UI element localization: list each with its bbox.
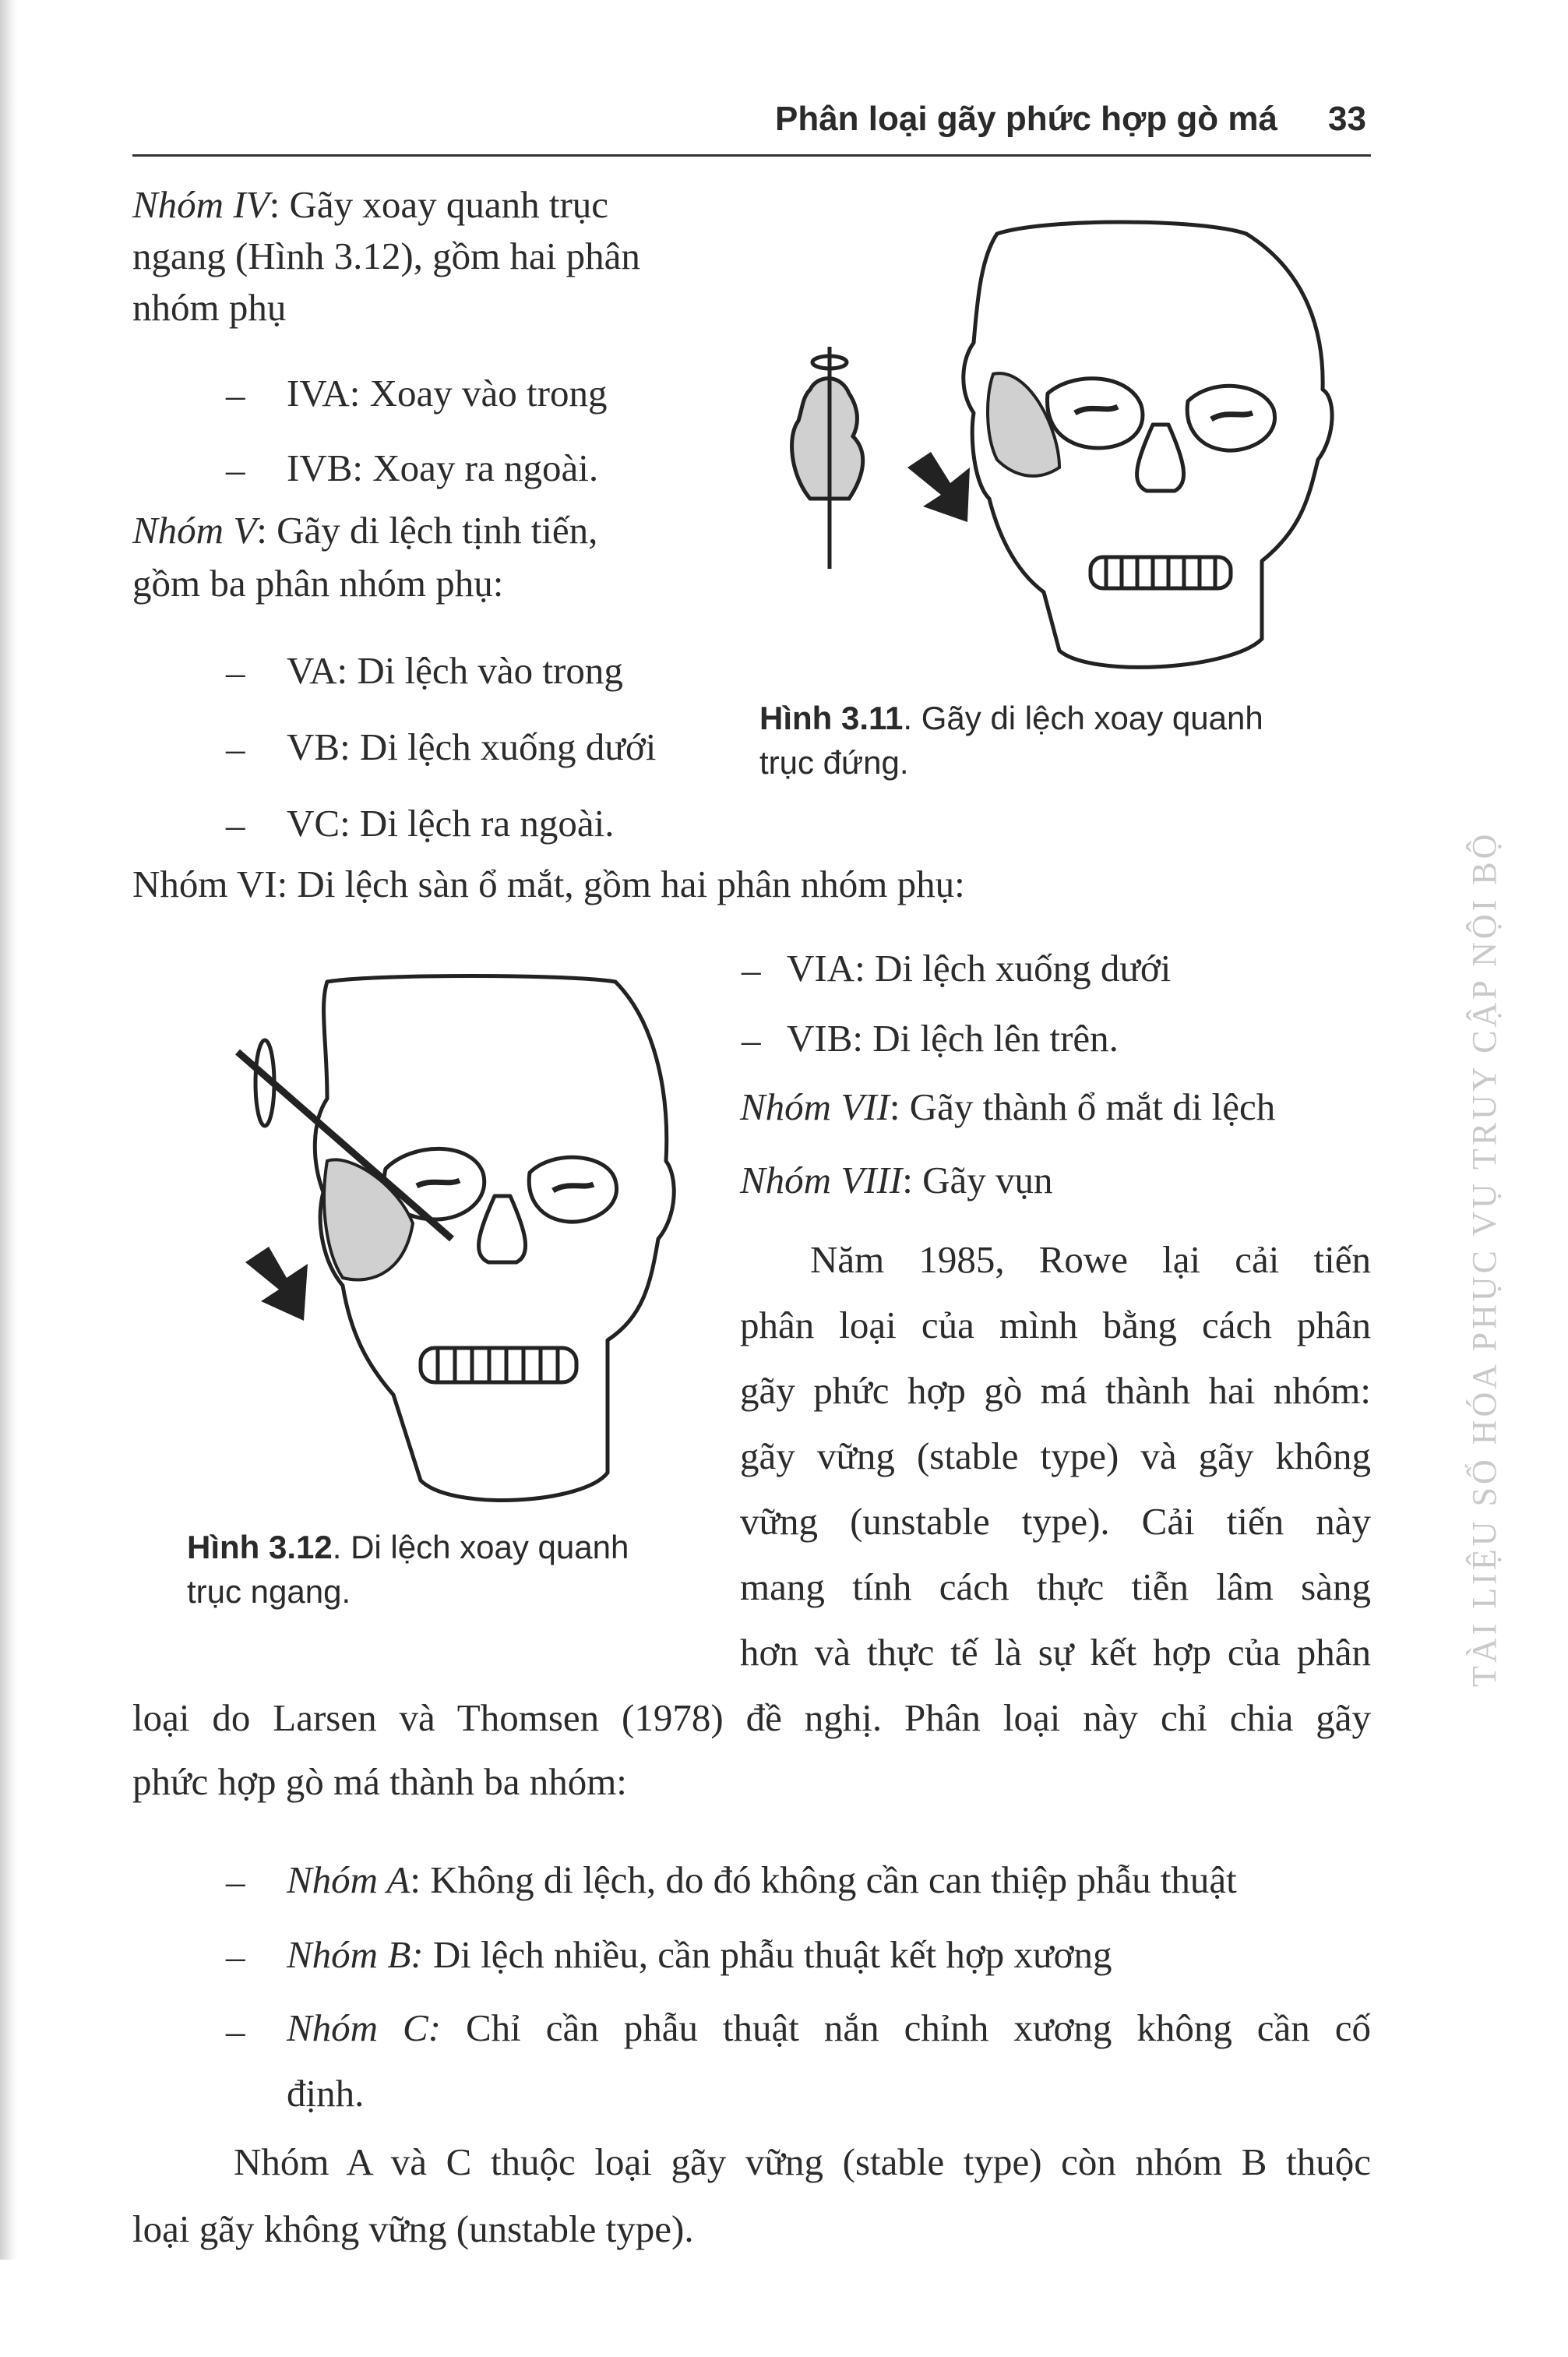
group-c-text: Chỉ cần phẫu thuật nắn chỉnh xương không cần cố [441,2006,1371,2049]
group-vii-text: : Gãy thành ổ mắt di lệch [889,1085,1276,1128]
list-dash: – [226,1935,245,1978]
group-vi-item-b: VIB: Di lệch lên trên. [787,1017,1119,1060]
group-vii-label: Nhóm VII [740,1085,890,1128]
group-v-label: Nhóm V [132,509,257,552]
rowe-line-4: gãy vững (stable type) và gãy không [740,1434,1371,1477]
displaced-zygoma [324,1159,413,1279]
group-viii-text: : Gãy vụn [902,1159,1053,1201]
group-c-cont: định. [287,2072,365,2115]
list-dash: – [226,373,245,416]
watermark: TÀI LIỆU SỐ HÓA PHỤC VỤ TRUY CẬP NỘI BỘ [1465,831,1503,1687]
figure-3-11-label: Hình 3.11 [759,700,904,736]
zygoma-fragment [792,379,863,499]
group-v-text: : Gãy di lệch tịnh tiến, [256,509,598,552]
rowe-full-line-1: loại do Larsen và Thomsen (1978) đề nghị. Phân loại này chỉ chia gãy [132,1696,1371,1739]
list-dash: – [226,1860,245,1903]
figure-3-11 [763,203,1355,701]
list-dash: – [226,651,245,693]
rowe-line-6: mang tính cách thực tiễn lâm sàng [740,1565,1371,1608]
group-vi-line: Nhóm VI: Di lệch sàn ổ mắt, gồm hai phân nhóm phụ: [132,863,965,905]
group-vi-item-a: VIA: Di lệch xuống dưới [787,947,1172,990]
group-iv-label: Nhóm IV [132,183,270,226]
group-v-line2: gồm ba phân nhóm phụ: [132,562,504,605]
curved-arrow-icon [245,1247,308,1321]
list-dash: – [226,803,245,846]
figure-3-12-caption-line2: trục ngang. [187,1572,351,1610]
group-b-text: Di lệch nhiều, cần phẫu thuật kết hợp xương [423,1933,1112,1976]
group-iv-line2: ngang (Hình 3.12), gồm hai phân [132,235,640,277]
closing-line-2: loại gãy không vững (unstable type). [132,2207,694,2250]
figure-3-12 [218,974,701,1519]
group-b-label: Nhóm B: [287,1933,424,1976]
group-b-item [287,1931,1112,1978]
group-c-item [287,2006,1371,2050]
group-iv-line3: nhóm phụ [132,286,287,329]
rowe-line-3: gãy phức hợp gò má thành hai nhóm: [740,1369,1371,1412]
group-v-item-c: VC: Di lệch ra ngoài. [287,802,615,845]
group-viii-label: Nhóm VIII [740,1159,903,1201]
figure-3-11-caption-line1 [759,697,1263,741]
group-iv-line1 [132,181,608,228]
group-vii-line [740,1083,1275,1131]
header-title: Phân loại gãy phức hợp gò má [774,100,1277,138]
group-v-item-a: VA: Di lệch vào trong [287,649,623,692]
figure-3-12-caption-line1 [187,1526,629,1570]
scan-edge-shadow [0,0,17,2357]
list-dash: – [742,1018,761,1061]
list-dash: – [226,727,245,770]
running-header [132,92,1371,157]
figure-3-11-caption [759,697,1263,785]
curved-arrow-icon [907,452,970,522]
page-number: 33 [1328,100,1366,138]
group-viii-line [740,1156,1052,1204]
displaced-zygoma [988,373,1059,476]
figure-3-12-label: Hình 3.12 [187,1529,333,1565]
list-dash: – [742,948,761,991]
figure-3-12-caption [187,1526,629,1614]
rowe-full-line-2: phức hợp gò má thành ba nhóm: [132,1760,627,1803]
group-v-item-b: VB: Di lệch xuống dưới [287,725,657,768]
figure-3-11-caption-text: . Gãy di lệch xoay quanh [903,700,1263,736]
figure-3-12-caption-text: . Di lệch xoay quanh [332,1529,629,1565]
group-a-text: : Không di lệch, do đó không cần can thiệp phẫu thuật [410,1858,1237,1901]
group-v-line1 [132,506,597,554]
group-a-label: Nhóm A [287,1858,410,1901]
group-c-label: Nhóm C: [287,2006,442,2049]
list-dash: – [226,448,245,491]
group-a-item [287,1856,1237,1904]
closing-line-1: Nhóm A và C thuộc loại gãy vững (stable type) còn nhóm B thuộc [234,2140,1371,2183]
scan-bottom-edge [0,2260,1568,2357]
list-dash: – [226,2009,245,2052]
rowe-line-5: vững (unstable type). Cải tiến này [740,1500,1371,1543]
rowe-line-1: Năm 1985, Rowe lại cải tiến [810,1238,1371,1281]
group-iv-text: : Gãy xoay quanh trục [269,183,609,226]
group-iv-item-a: IVA: Xoay vào trong [287,372,608,415]
rowe-line-7: hơn và thực tế là sự kết hợp của phân [740,1631,1371,1674]
group-iv-item-b: IVB: Xoay ra ngoài. [287,446,599,489]
figure-3-11-caption-line2: trục đứng. [759,743,909,781]
rowe-line-2: phân loại của mình bằng cách phân [740,1304,1371,1346]
